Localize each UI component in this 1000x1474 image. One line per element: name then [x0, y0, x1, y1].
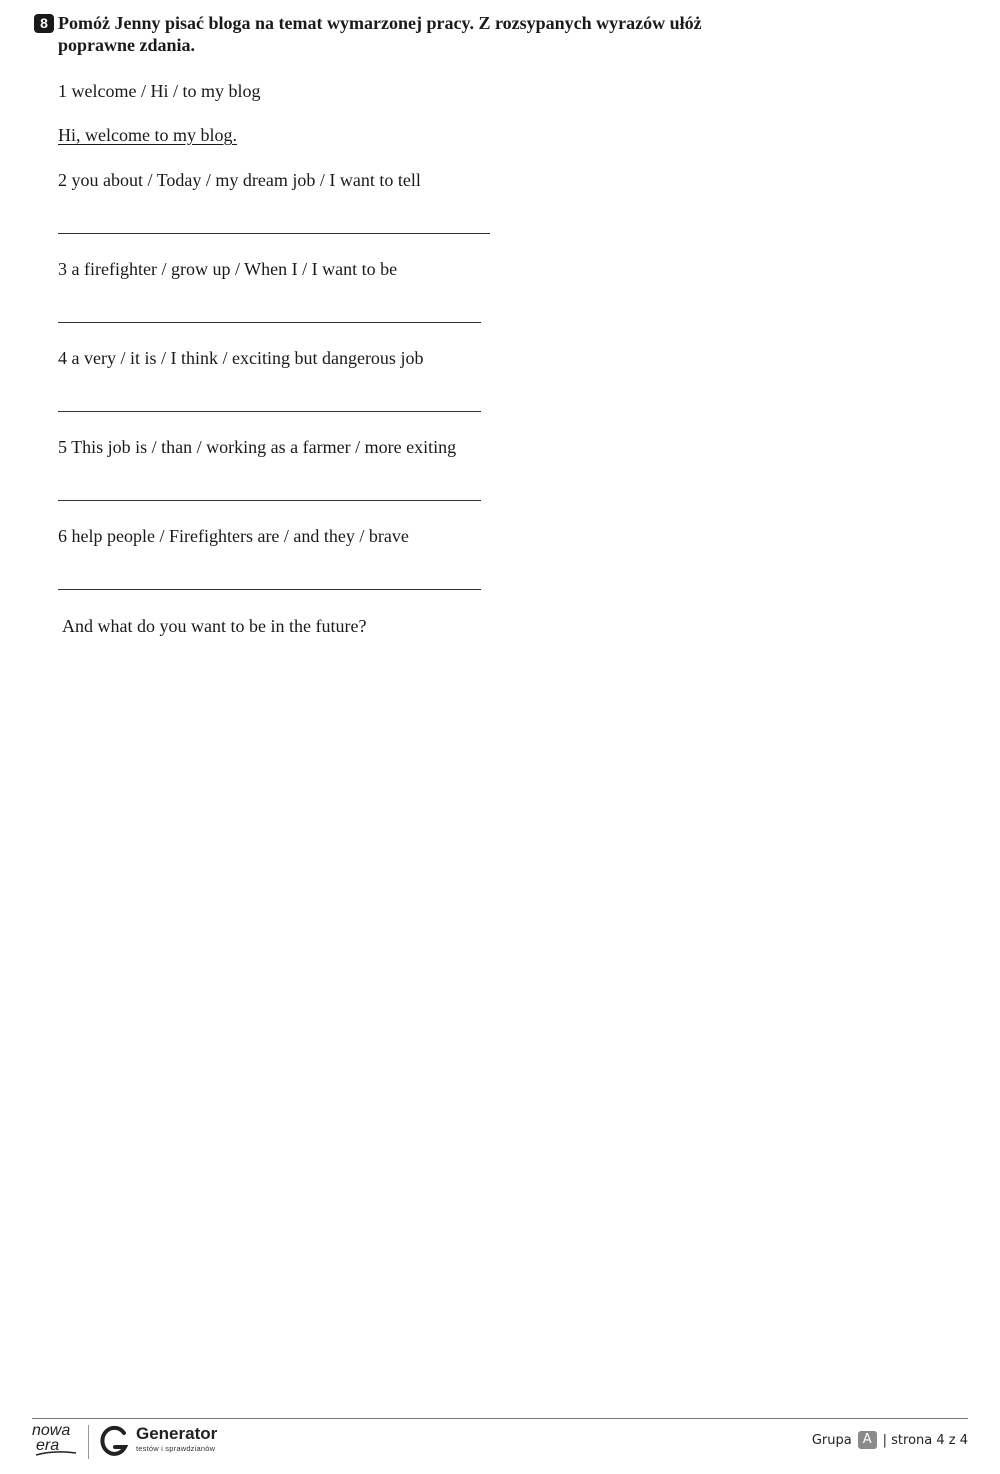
- generator-name: Generator: [136, 1424, 218, 1443]
- exercise-prompt-3: 3 a firefighter / grow up / When I / I want to be: [58, 259, 398, 279]
- answer-line-3[interactable]: [58, 322, 481, 323]
- closing-question: And what do you want to be in the future?: [62, 616, 367, 636]
- generator-logo-icon: [98, 1425, 130, 1459]
- exercise-prompt-2: 2 you about / Today / my dream job / I want to tell: [58, 170, 421, 190]
- exercise-prompt-6: 6 help people / Firefighters are / and they / brave: [58, 526, 409, 546]
- answer-line-4[interactable]: [58, 411, 481, 412]
- group-label: Grupa: [811, 1432, 852, 1448]
- answer-line-5[interactable]: [58, 500, 481, 501]
- exercise-prompt-4: 4 a very / it is / I think / exciting but dangerous job: [58, 348, 424, 368]
- group-badge: A: [858, 1431, 877, 1449]
- task-title-line2: poprawne zdania.: [58, 35, 196, 55]
- exercise-prompt-5: 5 This job is / than / working as a farmer / more exiting: [58, 437, 457, 457]
- answer-line-6[interactable]: [58, 589, 481, 590]
- page-info: [812, 1431, 968, 1449]
- exercise-prompt-1: 1 welcome / Hi / to my blog: [58, 81, 261, 101]
- generator-subtitle: testów i sprawdzianów: [136, 1444, 216, 1453]
- task-title-line1: Pomóż Jenny pisać bloga na temat wymarzonej pracy. Z rozsypanych wyrazów ułóż: [58, 13, 702, 33]
- task-instructions: [58, 12, 774, 56]
- brand-line2: era: [36, 1437, 60, 1454]
- page-footer: [32, 1418, 968, 1469]
- brand-line1: nowa: [32, 1422, 71, 1439]
- answer-line-2[interactable]: [58, 233, 490, 234]
- task-header: [34, 12, 774, 56]
- footer-divider: [88, 1425, 89, 1459]
- example-answer: Hi, welcome to my blog.: [58, 125, 237, 145]
- logo-swoosh-icon: [34, 1449, 78, 1459]
- page-number: | strona 4 z 4: [882, 1432, 968, 1448]
- task-number-badge: 8: [34, 14, 54, 33]
